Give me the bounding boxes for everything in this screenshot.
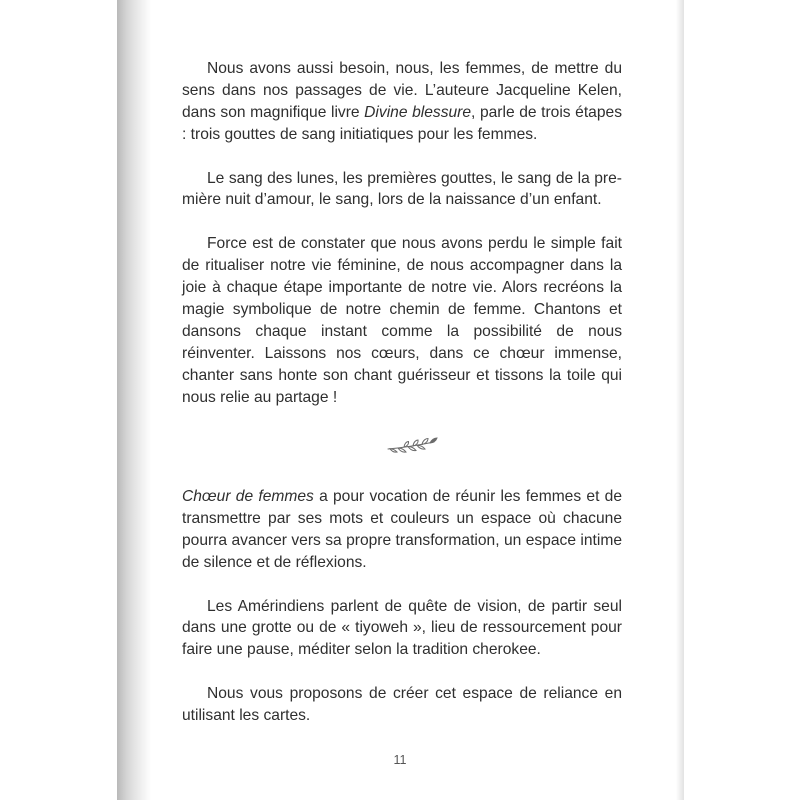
paragraph-6: Nous vous proposons de créer cet espace de reliance en utilisant les cartes.: [182, 685, 622, 725]
book-title-divine-blessure: Divine blessure: [364, 103, 472, 121]
page-margin-right: [684, 0, 800, 800]
book-title-choeur-de-femmes: Chœur de femmes: [182, 488, 314, 505]
paragraph-1-start: Nous avons aussi besoin, nous, les femmes, de mettre du sens dans nos passages de vie. L’auteure Jacqueline Kelen, dans son magnifique livre: [182, 60, 622, 121]
paragraph-3: Force est de constater que nous avons perdu le simple fait de ritualiser notre vie féminine, de nous accompagner dans la joie à chaque étape importante de notre vie. Alors recréons la magie symbolique de notre chemin de femme. Chantons et dansons chaque instant comme la possibilité de nous réinventer. Laissons nos cœurs, dans ce chœur immense, chanter sans honte son chant guérisseur et tissons la toile qui nous relie au partage !: [182, 235, 622, 406]
laurel-branch-icon: [386, 436, 438, 456]
paragraph-1-end: , parle de trois étapes : trois gouttes de sang initiatiques pour les femmes.: [182, 103, 622, 143]
page-edge: [676, 0, 684, 800]
paragraph-4: [182, 486, 622, 574]
paragraph-1: [182, 58, 622, 146]
text-block-top: [182, 58, 622, 430]
spine-shadow: [117, 0, 151, 800]
leaf-lower-3: [398, 448, 406, 452]
leaf-lower-2: [408, 447, 416, 451]
leaf-lower-1: [417, 445, 425, 449]
paragraph-2: Le sang des lunes, les premières gouttes, le sang de la première nuit d’amour, le sang, lors de la naissance d’un enfant.: [182, 169, 622, 209]
leaf-lower-4: [390, 449, 397, 452]
paragraph-4-rest: a pour vocation de réunir les femmes et de transmettre par ses mots et couleurs un espace où chacune pourra avancer vers sa propre transformation, un espace intime de silence et de réflexions.: [182, 488, 623, 571]
leaf-tip: [430, 438, 437, 443]
text-block-bottom: [182, 486, 622, 749]
branch-stem: [388, 442, 434, 449]
paragraph-5: Les Amérindiens parlent de quête de vision, de partir seul dans une grotte ou de « tiyoweh », lieu de ressourcement pour faire une pause, méditer selon la tradition cherokee.: [182, 597, 622, 659]
page-number: 11: [393, 753, 407, 767]
